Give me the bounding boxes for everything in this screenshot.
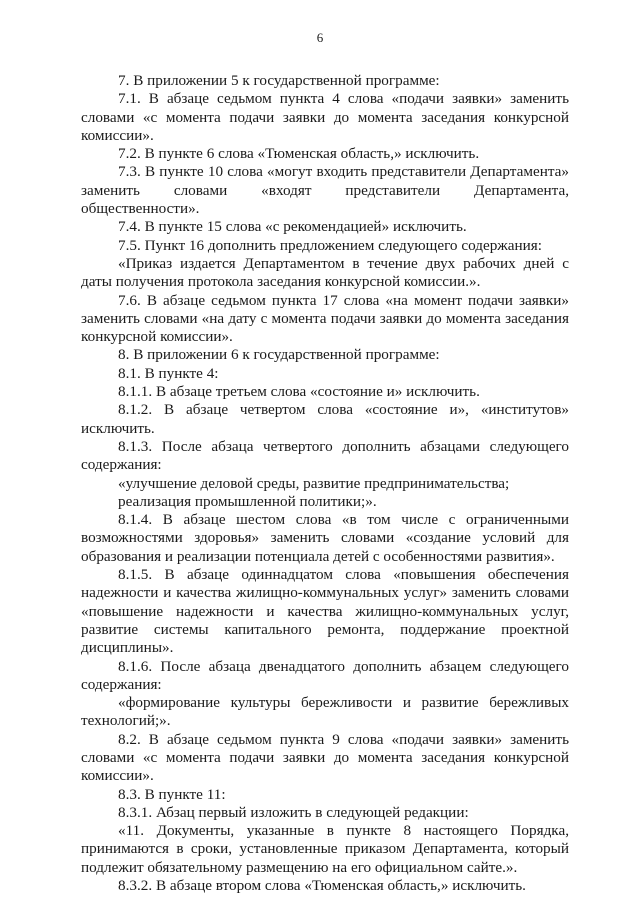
paragraph: «формирование культуры бережливости и развитие бережливых технологий;». — [81, 694, 569, 730]
paragraph: 7.3. В пункте 10 слова «могут входить представители Департамента» заменить словами «входят представители Департамента, общественности». — [81, 163, 569, 218]
paragraph: 8. В приложении 6 к государственной программе: — [118, 346, 440, 364]
paragraph: 8.3.2. В абзаце втором слова «Тюменская область,» исключить. — [118, 877, 526, 895]
paragraph: 8.1.2. В абзаце четвертом слова «состояние и», «институтов» исключить. — [81, 401, 569, 437]
paragraph: реализация промышленной политики;». — [118, 492, 377, 510]
paragraph: 8.1.3. После абзаца четвертого дополнить абзацами следующего содержания: — [81, 437, 569, 474]
paragraph: 8.1.1. В абзаце третьем слова «состояние и» исключить. — [118, 383, 480, 401]
paragraph: 8.2. В абзаце седьмом пункта 9 слова «подачи заявки» заменить словами «с момента подачи заявки до момента заседания конкурсной комиссии». — [81, 730, 569, 785]
paragraph: 7.2. В пункте 6 слова «Тюменская область,» исключить. — [118, 145, 480, 163]
document-body — [81, 72, 569, 895]
paragraph: 8.1.4. В абзаце шестом слова «в том числе с ограниченными возможностями здоровья» заменить словами «создание условий для образования и реализации потенциала детей с особенностями развития». — [81, 511, 569, 565]
paragraph: 8.1.6. После абзаца двенадцатого дополнить абзацем следующего содержания: — [81, 657, 569, 693]
paragraph: 7.5. Пункт 16 дополнить предложением следующего содержания: — [118, 236, 542, 254]
paragraph: 8.1. В пункте 4: — [118, 364, 219, 382]
paragraph: «улучшение деловой среды, развитие предпринимательства; — [118, 474, 510, 492]
paragraph: «Приказ издается Департаментом в течение двух рабочих дней с даты получения протокола заседания конкурсной комиссии.». — [81, 254, 569, 291]
paragraph: 7.6. В абзаце седьмом пункта 17 слова «на момент подачи заявки» заменить словами «на дату с момента подачи заявки до момента заседания конкурсной комиссии». — [81, 291, 569, 346]
paragraph: 7.4. В пункте 15 слова «с рекомендацией» исключить. — [118, 218, 467, 236]
paragraph: «11. Документы, указанные в пункте 8 настоящего Порядка, принимаются в сроки, установленные приказом Департамента, который подлежит обязательному размещению на его официальном сайте.». — [81, 822, 569, 876]
paragraph: 8.3. В пункте 11: — [118, 785, 226, 803]
paragraph: 7.1. В абзаце седьмом пункта 4 слова «подачи заявки» заменить словами «с момента подачи заявки до момента заседания конкурсной комиссии». — [81, 90, 569, 144]
paragraph: 8.1.5. В абзаце одиннадцатом слова «повышения обеспечения надежности и качества жилищно-коммунальных услуг» заменить словами «повышение надежности и качества жилищно-коммунальных услуг, развитие системы капитального ремонта, поддержание проектной дисциплины». — [81, 566, 569, 657]
paragraph: 8.3.1. Абзац первый изложить в следующей редакции: — [118, 803, 469, 821]
paragraph: 7. В приложении 5 к государственной программе: — [118, 72, 440, 89]
page-number: 6 — [316, 30, 324, 45]
